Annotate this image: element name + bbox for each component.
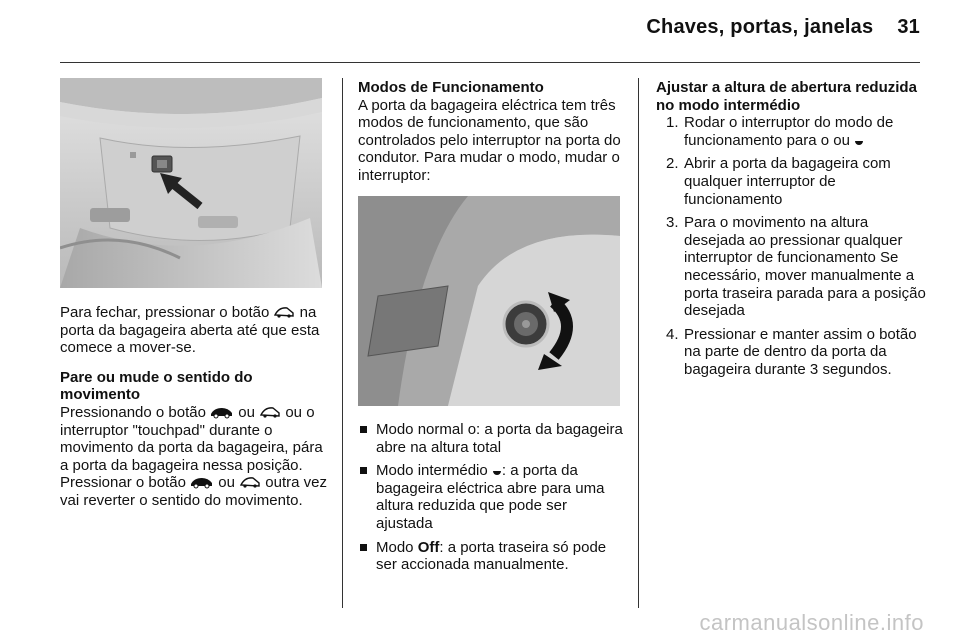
modes-intro: A porta da bagageira eléctrica tem três modos de funcionamento, que são controlados pelo interruptor na porta do condutor. Para mudar o modo, mudar o interruptor:	[358, 96, 621, 184]
or-text-2: ou	[285, 403, 303, 421]
close-text-b: na porta da bagageira aberta até que esta comece a mover-se.	[60, 304, 320, 357]
stop-change-paragraph	[60, 404, 328, 510]
close-paragraph	[60, 304, 328, 357]
tailgate-open-icon	[239, 475, 261, 489]
list-item	[656, 155, 926, 208]
header-rule	[60, 62, 920, 63]
step-number: 4.	[666, 325, 679, 343]
tailgate-open-icon	[273, 305, 295, 319]
column-2	[358, 79, 623, 185]
step-text: Abrir a porta da bagageira com qualquer interruptor de funcionamento	[684, 155, 891, 208]
step-text: Rodar o interruptor do modo de funcionamento para o ou	[684, 114, 894, 149]
column-1	[60, 304, 328, 510]
list-item	[656, 114, 926, 149]
car-key-icon	[210, 405, 234, 419]
modes-list	[358, 421, 623, 574]
bullet2-text-a: Modo intermédio	[376, 462, 488, 480]
step-number: 1.	[666, 114, 679, 132]
list-item	[358, 462, 623, 532]
bullet3-text-b: : a porta traseira só pode ser accionada manualmente.	[376, 538, 607, 574]
list-item	[656, 326, 926, 379]
half-circle-icon	[492, 467, 502, 477]
column-divider-2	[638, 78, 639, 608]
stop-text-a: Pressionando o botão	[60, 403, 206, 421]
page-header	[646, 16, 920, 39]
car-key-icon	[190, 475, 214, 489]
tailgate-button-photo	[60, 78, 322, 288]
or-text-1: ou	[238, 403, 255, 421]
step-number: 2.	[666, 155, 679, 173]
or-text-3: ou	[218, 474, 235, 492]
list-item	[358, 539, 623, 574]
adjust-heading: Ajustar a altura de abertura reduzida no modo intermédio	[656, 79, 917, 114]
close-text-a: Para fechar, pressionar o botão	[60, 304, 270, 321]
adjust-steps	[656, 114, 926, 378]
page-number: 31	[897, 16, 920, 38]
column-divider-1	[342, 78, 343, 608]
mode-switch-photo	[358, 196, 620, 406]
step-text: Pressionar e manter assim o botão na parte de dentro da porta da bagageira durante 3 segundos.	[684, 325, 917, 378]
bullet2-text-b: : a porta da bagageira eléctrica abre para uma altura reduzida que pode ser ajustada	[376, 462, 605, 532]
list-item: Modo normal o: a porta da bagageira abre na altura total	[358, 421, 623, 456]
tailgate-open-icon	[259, 405, 281, 419]
step-number: 3.	[666, 214, 679, 232]
column-2-bullets	[358, 421, 623, 580]
stop-change-heading: Pare ou mude o sentido do movimento	[60, 368, 253, 404]
off-label: Off	[417, 538, 440, 556]
stop-text-b: o interruptor "touchpad" durante o movimento da porta da bagageira, pára a porta da bagageira nessa posição. Pressionar o botão	[60, 403, 323, 492]
modes-heading: Modos de Funcionamento	[358, 79, 544, 96]
chapter-title: Chaves, portas, janelas	[646, 16, 874, 38]
stop-text-c: outra vez vai reverter o sentido do movimento.	[60, 474, 327, 509]
watermark: carmanualsonline.info	[699, 610, 924, 635]
step-text: Para o movimento na altura desejada ao pressionar qualquer interruptor de funcionamento Se necessário, mover manualmente a porta traseira parada para a posição desejada	[684, 214, 926, 320]
half-circle-icon	[854, 137, 864, 147]
bullet3-text-a: Modo	[376, 538, 414, 556]
list-item	[656, 214, 926, 320]
column-3	[656, 79, 926, 385]
